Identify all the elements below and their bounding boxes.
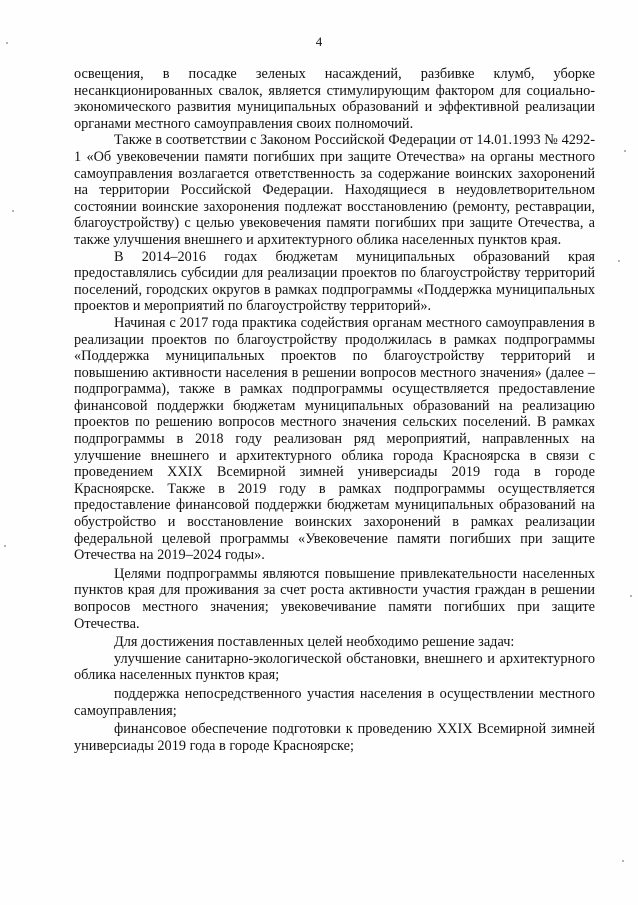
scan-speck xyxy=(6,42,8,44)
page-number: 4 xyxy=(315,34,323,49)
scan-speck xyxy=(618,260,620,262)
paragraph-7: улучшение санитарно-экологической обстановки, внешнего и архитектурного облика населенных пунктов края; xyxy=(74,650,595,684)
paragraph-1: освещения, в посадке зеленых насаждений, разбивке клумб, уборке несанкционированных свалок, является стимулирующим фактором для социально-экономического развития муниципальных образований и эффективной реализации органами местного самоуправления своих полномочий. xyxy=(74,66,595,132)
paragraph-5: Целями подпрограммы являются повышение привлекательности населенных пунктов края для проживания за счет роста активности участия граждан в решении вопросов местного значения; увековечивание памяти погибших при защите Отечества. xyxy=(74,565,595,632)
paragraph-9: финансовое обеспечение подготовки к проведению XXIX Всемирной зимней универсиады 2019 года в городе Красноярске; xyxy=(74,721,595,754)
paragraph-8: поддержка непосредственного участия населения в осуществлении местного самоуправления; xyxy=(74,685,595,719)
scan-speck xyxy=(624,150,626,152)
scan-speck xyxy=(622,860,624,862)
paragraph-3: В 2014–2016 годах бюджетам муниципальных образований края предоставлялись субсидии для реализации проектов по благоустройству территорий поселений, городских округов в рамках подпрограммы «Поддержка муниципальных проектов и мероприятий по благоустройству территорий». xyxy=(74,248,595,315)
paragraph-6: Для достижения поставленных целей необходимо решение задач: xyxy=(114,634,515,651)
paragraph-2: Также в соответствии с Законом Российской Федерации от 14.01.1993 № 4292-1 «Об увековечении памяти погибших при защите Отечества» на органы местного самоуправления возлагается ответственность за содержание воинских захоронений на территории Российской Федерации. Находящиеся в неудовлетворительном состоянии воинские захоронения подлежат восстановлению (ремонту, реставрации, благоустройству) с целью увековечения памяти погибших при защите Отечества, а также улучшения внешнего и архитектурного облика населенных пунктов края. xyxy=(74,132,595,248)
scan-speck xyxy=(12,210,14,212)
scan-speck xyxy=(4,545,6,547)
scan-speck xyxy=(630,595,632,597)
document-body xyxy=(74,66,595,754)
paragraph-4: Начиная с 2017 года практика содействия органам местного самоуправления в реализации проектов по благоустройству продолжилась в рамках подпрограммы «Поддержка муниципальных проектов по благоустройству территорий и повышению активности населения в решении вопросов местного значения» (далее – подпрограмма), также в рамках подпрограммы осуществляется предоставление финансовой поддержки бюджетам муниципальных образований на реализацию проектов по решению вопросов местного значения сельских поселений. В рамках подпрограммы в 2018 году реализован ряд мероприятий, направленных на улучшение внешнего и архитектурного облика города Красноярска в связи с проведением XXIX Всемирной зимней универсиады 2019 года в городе Красноярске. Также в 2019 году в рамках подпрограммы осуществляется предоставление финансовой поддержки бюджетам муниципальных образований на обустройство и восстановление воинских захоронений в рамках реализации федеральной целевой программы «Увековечение памяти погибших при защите Отечества на 2019–2024 годы». xyxy=(74,314,595,564)
